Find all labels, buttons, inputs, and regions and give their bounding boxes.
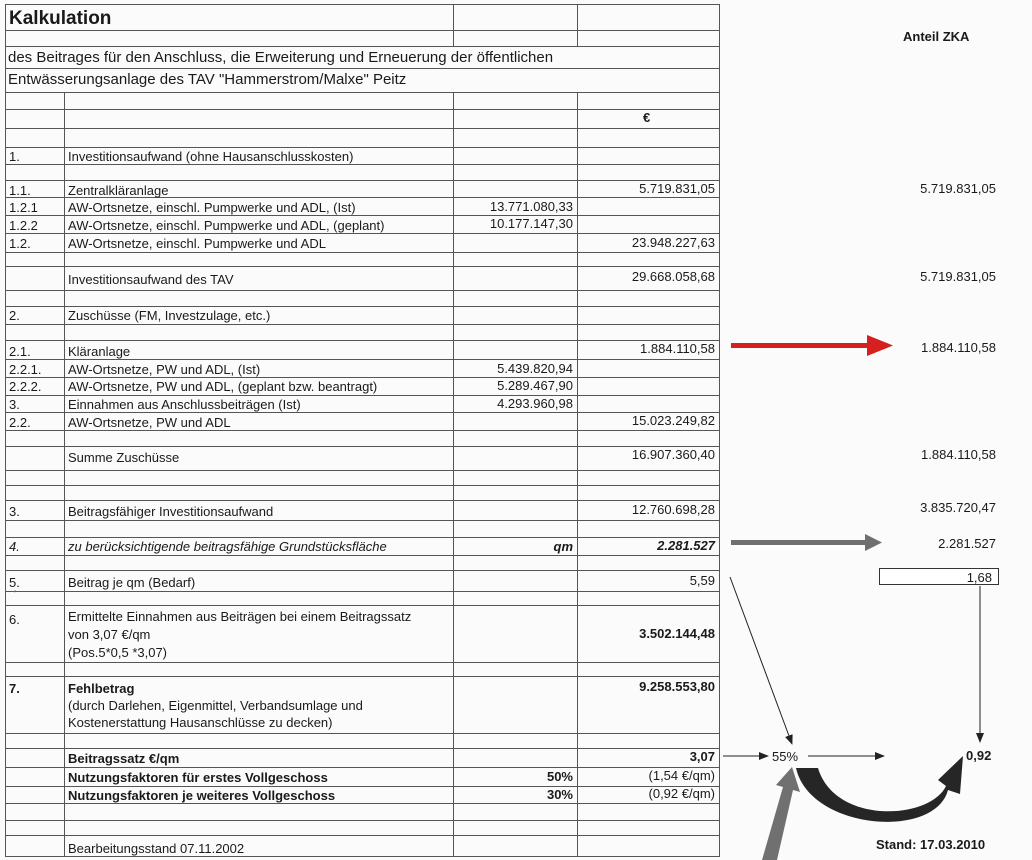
row-total: 5.719.831,05 — [639, 181, 715, 196]
row-subtotal: 5.439.820,94 — [497, 361, 573, 376]
margin-mark: ′ — [14, 589, 16, 600]
row-label: Beitrag je qm (Bedarf) — [68, 575, 196, 590]
row-label: Investitionsaufwand des TAV — [68, 272, 234, 287]
red-arrow-icon — [731, 335, 893, 356]
row-percentage: 50% — [546, 769, 573, 784]
row-label-line-3: (Pos.5*0,5 *3,07) — [68, 645, 168, 660]
side-header-anteil-zka: Anteil ZKA — [903, 29, 970, 44]
description-line-2: Entwässerungsanlage des TAV "Hammerstrom/Malxe" Peitz — [8, 71, 407, 88]
row-total: 12.760.698,28 — [631, 502, 715, 517]
row-total: 3,07 — [689, 749, 715, 764]
row-label-line-1: Fehlbetrag — [68, 681, 135, 696]
row-subtotal: 5.289.467,90 — [497, 378, 573, 393]
row-zka-value: 2.281.527 — [938, 536, 996, 551]
row-label: Zentralkläranlage — [68, 183, 169, 198]
row-zka-value: 0,92 — [966, 748, 992, 763]
currency-header: € — [643, 110, 651, 125]
row-label: Zuschüsse (FM, Investzulage, etc.) — [68, 308, 271, 323]
row-total: 16.907.360,40 — [631, 447, 715, 462]
row-zka-value: 3.835.720,47 — [920, 500, 996, 515]
row-total: 3.502.144,48 — [639, 626, 715, 641]
row-subtotal: 4.293.960,98 — [497, 396, 573, 411]
row-subtotal: 10.177.147,30 — [489, 216, 573, 231]
row-label-line-2: von 3,07 €/qm — [68, 627, 151, 642]
row-label-line-3: Kostenerstattung Hausanschlüsse zu decken) — [68, 715, 333, 730]
row-number: 2.2.2. — [9, 379, 42, 394]
row-zka-value: 1.884.110,58 — [921, 340, 996, 355]
row-total: (0,92 €/qm) — [648, 786, 715, 801]
row-unit: qm — [553, 539, 573, 554]
row-label: AW-Ortsnetze, einschl. Pumpwerke und ADL, (geplant) — [68, 218, 385, 233]
row-total: 29.668.058,68 — [631, 269, 715, 284]
row-total: 23.948.227,63 — [631, 235, 715, 250]
footer-bearbeitungsstand: Bearbeitungsstand 07.11.2002 — [68, 841, 245, 856]
row-number: 7. — [9, 681, 20, 696]
curved-arrow-icon — [796, 756, 963, 822]
row-label: Nutzungsfaktoren für erstes Vollgeschoss — [68, 770, 328, 785]
row-label-line-2: (durch Darlehen, Eigenmittel, Verbandsumlage und — [68, 698, 363, 713]
footer-stand-date: Stand: 17.03.2010 — [876, 837, 986, 852]
diagonal-arrow-icon — [730, 577, 792, 744]
row-number: 5. — [9, 575, 20, 590]
row-percentage: 30% — [546, 787, 573, 802]
row-number: 1.2.2 — [9, 218, 38, 233]
row-label-line-1: Ermittelte Einnahmen aus Beiträgen bei einem Beitragssatz — [68, 609, 412, 624]
description-line-1: des Beitrages für den Anschluss, die Erweiterung und Erneuerung der öffentlichen — [8, 49, 554, 66]
row-label: Kläranlage — [68, 344, 131, 359]
row-label: AW-Ortsnetze, einschl. Pumpwerke und ADL — [68, 236, 326, 251]
row-subtotal: 13.771.080,33 — [489, 199, 573, 214]
row-number: 2.2. — [9, 415, 31, 430]
row-label: zu berücksichtigende beitragsfähige Grundstücksfläche — [68, 539, 387, 554]
row-number: 1.1. — [9, 183, 31, 198]
row-label: AW-Ortsnetze, einschl. Pumpwerke und ADL, (Ist) — [68, 200, 356, 215]
row-total: 1.884.110,58 — [640, 341, 715, 356]
row-zka-value: 1.884.110,58 — [921, 447, 996, 462]
row-total: (1,54 €/qm) — [648, 768, 715, 783]
row-total: 5,59 — [689, 573, 715, 588]
row-label: Einnahmen aus Anschlussbeiträgen (Ist) — [68, 397, 301, 412]
row-number: 1. — [9, 149, 20, 164]
row-zka-value: 5.719.831,05 — [920, 181, 996, 196]
page-title: Kalkulation — [9, 8, 112, 29]
row-number: 2.1. — [9, 344, 31, 359]
row-total: 15.023.249,82 — [631, 413, 715, 428]
row-total: 9.258.553,80 — [639, 679, 715, 694]
row-label: AW-Ortsnetze, PW und ADL, (geplant bzw. beantragt) — [68, 379, 378, 394]
row-label: AW-Ortsnetze, PW und ADL — [68, 415, 231, 430]
percentage-label: 55% — [772, 749, 799, 764]
row-label: Beitragsfähiger Investitionsaufwand — [68, 504, 274, 519]
gray-up-arrow-icon — [762, 767, 800, 860]
row-number: 4. — [9, 539, 20, 554]
row-label: Beitragssatz €/qm — [68, 751, 180, 766]
row-number: 2. — [9, 308, 20, 323]
row-number: 2.2.1. — [9, 362, 42, 377]
row-label: AW-Ortsnetze, PW und ADL, (Ist) — [68, 362, 261, 377]
row-label: Nutzungsfaktoren je weiteres Vollgeschoss — [68, 788, 336, 803]
row-total: 2.281.527 — [657, 538, 715, 553]
row-number: 3. — [9, 397, 20, 412]
row-zka-value: 5.719.831,05 — [920, 269, 996, 284]
row-label: Summe Zuschüsse — [68, 450, 180, 465]
row-label: Investitionsaufwand (ohne Hausanschlusskosten) — [68, 149, 354, 164]
row-number: 1.2. — [9, 236, 31, 251]
row-number: 3. — [9, 504, 20, 519]
gray-arrow-icon — [731, 534, 882, 551]
zka-boxed-value: 1,68 — [879, 568, 999, 585]
row-number: 6. — [9, 612, 20, 627]
row-number: 1.2.1 — [9, 200, 38, 215]
